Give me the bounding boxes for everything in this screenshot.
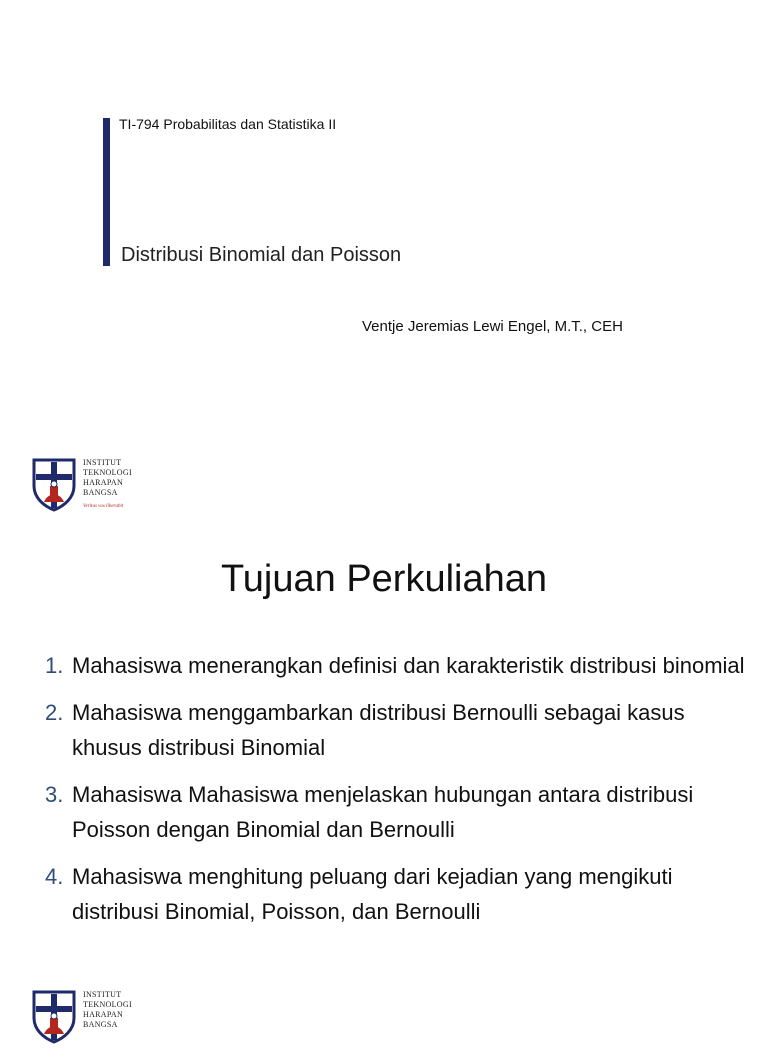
logo-line-1: INSTITUT — [83, 990, 122, 999]
list-number: 3. — [45, 782, 64, 807]
logo-text — [83, 990, 132, 1030]
list-number: 2. — [45, 700, 64, 725]
logo-text — [83, 458, 132, 498]
list-text: Mahasiswa menghitung peluang dari kejadian yang mengikuti distribusi Binomial, Poisson, dan Bernoulli — [72, 864, 673, 924]
logo-line-2: TEKNOLOGI — [83, 1000, 132, 1009]
accent-bar — [103, 118, 110, 266]
logo-line-3: HARAPAN — [83, 1010, 124, 1019]
institution-logo — [32, 458, 172, 518]
objectives-title: Tujuan Perkuliahan — [220, 558, 548, 600]
institution-logo-footer — [32, 990, 172, 1050]
list-number: 1. — [45, 653, 64, 678]
logo-line-4: BANGSA — [83, 1020, 118, 1029]
logo-line-4: BANGSA — [83, 488, 118, 497]
shield-icon — [32, 458, 76, 512]
logo-line-3: HARAPAN — [83, 478, 124, 487]
list-item — [45, 859, 745, 929]
list-text: Mahasiswa menggambarkan distribusi Bernoulli sebagai kasus khusus distribusi Binomial — [72, 700, 685, 760]
author-name: Ventje Jeremias Lewi Engel, M.T., CEH — [362, 318, 623, 335]
objectives-list — [45, 648, 745, 941]
course-code: TI-794 Probabilitas dan Statistika II — [119, 116, 337, 132]
slide-title: Distribusi Binomial dan Poisson — [121, 244, 402, 266]
list-item — [45, 777, 745, 847]
list-text: Mahasiswa menerangkan definisi dan karakteristik distribusi binomial — [72, 653, 745, 678]
list-text: Mahasiswa Mahasiswa menjelaskan hubungan antara distribusi Poisson dengan Binomial dan Bernoulli — [72, 782, 694, 842]
list-item — [45, 648, 745, 683]
list-item — [45, 695, 745, 765]
logo-line-1: INSTITUT — [83, 458, 122, 467]
shield-icon — [32, 990, 76, 1044]
logo-motto: Veritas vos liberabit — [83, 504, 124, 509]
list-number: 4. — [45, 864, 64, 889]
logo-line-2: TEKNOLOGI — [83, 468, 132, 477]
